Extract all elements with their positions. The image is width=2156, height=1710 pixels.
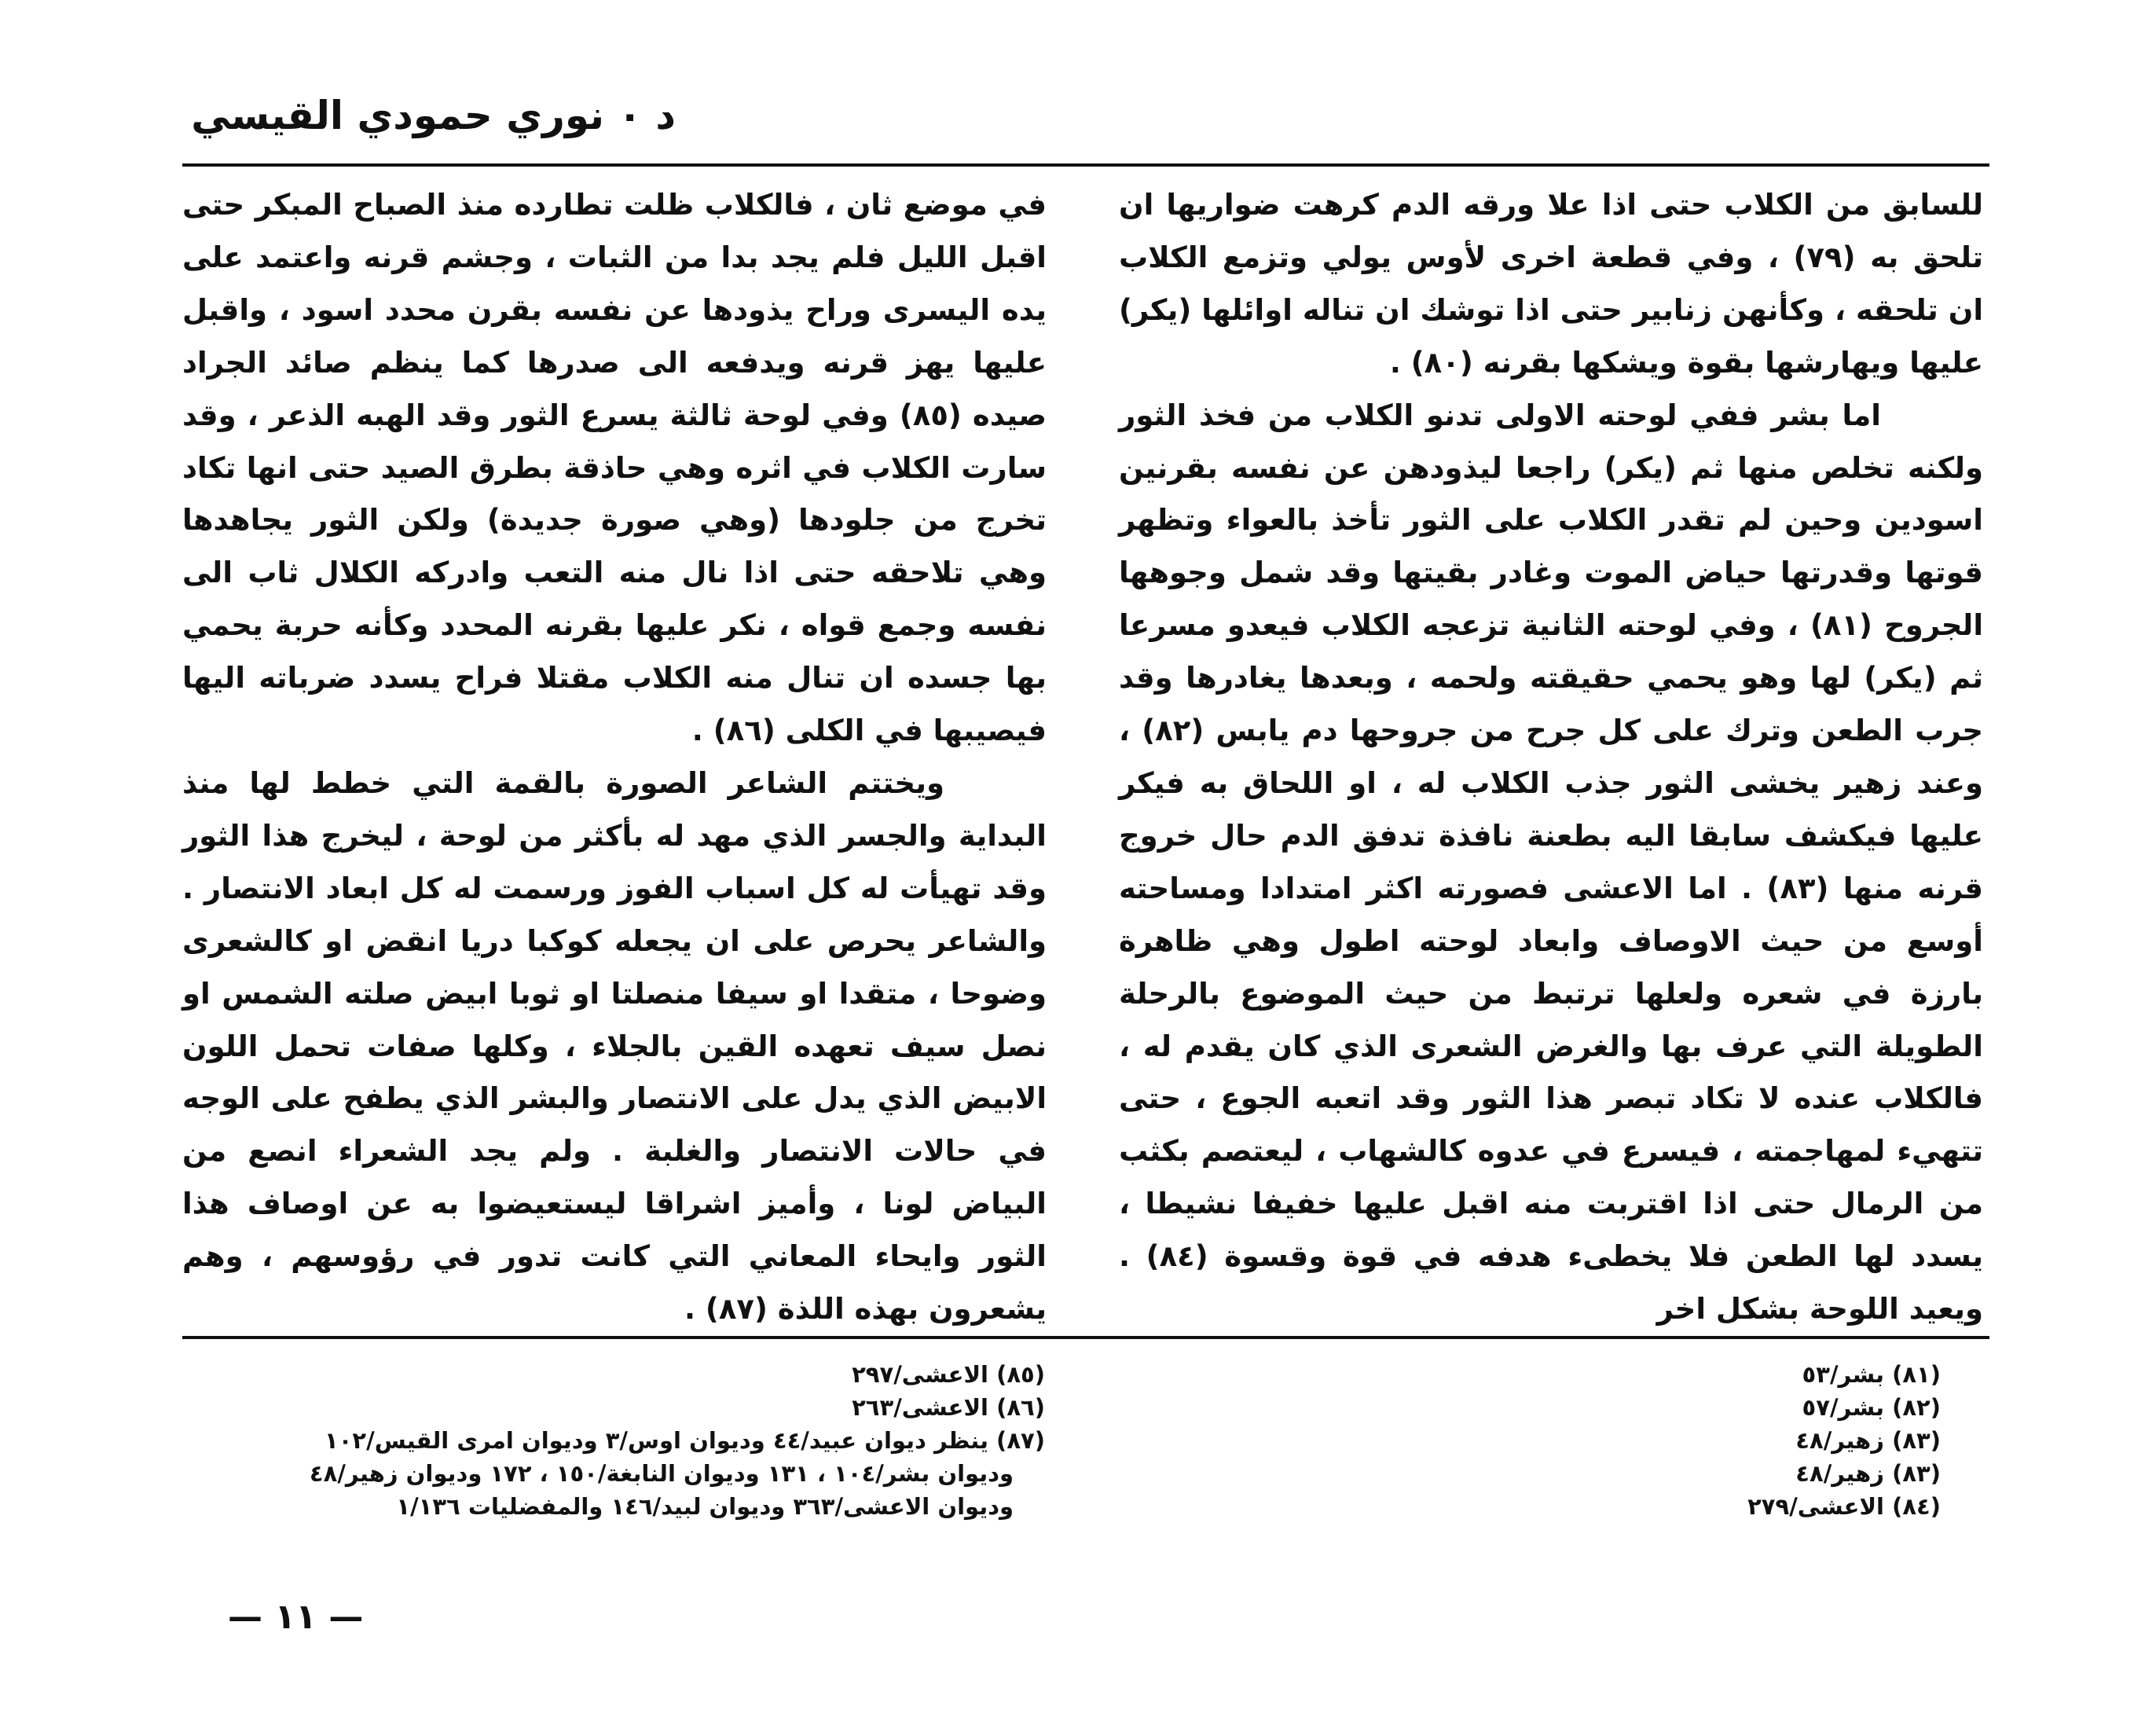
footnote-continuation: وديوان بشر/١٠٤ ، ١٣١ وديوان النابغة/١٥٠ ، ١٧٢ وديوان زهير/٤٨	[309, 1460, 1014, 1487]
page-number: — ١١ —	[228, 1597, 364, 1637]
paragraph: اما بشر ففي لوحته الاولى تدنو الكلاب من فخذ الثور ولكنه تخلص منها ثم (يكر) راجعا ليذودهن عن نفسه بقرنين اسودين وحين لم تقدر الكلاب على الثور تأخذ بالعواء وتظهر قوتها وقدرتها حياض الموت وغادر بقيتها وقد شمل وجوهها الجروح (٨١) ، وفي لوحته الثانية تزعجه الكلاب فيعدو مسرعا ثم (يكر) لها وهو يحمي حقيقته ولحمه ، وبعدها يغادرها وقد جرب الطعن وترك على كل جرح من جروحها دم يابس (٨٢) ، وعند زهير يخشى الثور جذب الكلاب له ، او اللحاق به فيكر عليها فيكشف سابقا اليه بطعنة نافذة تدفق الدم حال خروج قرنه منها (٨٣) . اما الاعشى فصورته اكثر امتدادا ومساحته أوسع من حيث الاوصاف وابعاد لوحته اطول وهي ظاهرة بارزة في شعره ولعلها ترتبط من حيث الموضوع بالرحلة الطويلة التي عرف بها والغرض الشعرى الذي كان يقدم له ، فالكلاب عنده لا تكاد تبصر هذا الثور وقد اتعبه الجوع ، حتى تتهيء لمهاجمته ، فيسرع في عدوه كالشهاب ، ليعتصم بكثب من الرمال حتى اذا اقتربت منه اقبل عليها خفيفا نشيطا ، يسدد لها الطعن فلا يخطىء هدفه في قوة وقسوة (٨٤) . ويعيد اللوحة بشكل اخر	[1119, 398, 1983, 1327]
footnote: (٨٥) الاعشى/٢٩٧	[852, 1361, 1045, 1388]
left-text-column	[182, 179, 1047, 1336]
footnote: (٨٣) زهير/٤٨	[1795, 1427, 1941, 1454]
footnote-continuation: وديوان الاعشى/٣٦٣ وديوان لبيد/١٤٦ والمفضليات ١/١٣٦	[396, 1493, 1014, 1520]
footnote: (٨٣) زهير/٤٨	[1795, 1460, 1941, 1487]
footnotes-left	[182, 1358, 1045, 1523]
footnote: (٨١) بشر/٥٣	[1802, 1361, 1941, 1388]
footnote-divider	[182, 1336, 1989, 1339]
right-text-column	[1119, 179, 1983, 1336]
paragraph: ويختتم الشاعر الصورة بالقمة التي خطط لها منذ البداية والجسر الذي مهد له بأكثر من لوحة ، ليخرج هذا الثور وقد تهيأت له كل اسباب الفوز ورسمت له كل ابعاد الانتصار . والشاعر يحرص على ان يجعله كوكبا دريا انقض او كالشعرى وضوحا ، متقدا او سيفا منصلتا او ثوبا ابيض صلته الشمس او نصل سيف تعهده القين بالجلاء ، وكلها صفات تحمل اللون الابيض الذي يدل على الانتصار والبشر الذي يطفح على الوجه في حالات الانتصار والغلبة . ولم يجد الشعراء انصع من البياض لونا ، وأميز اشراقا ليستعيضوا به عن اوصاف هذا الثور وايحاء المعاني التي كانت تدور في رؤوسهم ، وهم يشعرون بهذه اللذة (٨٧) .	[182, 765, 1047, 1327]
footnote: (٨٦) الاعشى/٢٦٣	[852, 1394, 1045, 1421]
footnote: (٨٤) الاعشى/٢٧٩	[1747, 1493, 1941, 1520]
footnote: (٨٧) ينظر ديوان عبيد/٤٤ وديوان اوس/٣ وديوان امرى القيس/١٠٢	[324, 1427, 1045, 1454]
page-header-author: د ٠ نوري حمودي القيسي	[191, 93, 676, 138]
header-divider	[182, 163, 1989, 167]
paragraph: للسابق من الكلاب حتى اذا علا ورقه الدم كرهت ضواريها ان تلحق به (٧٩) ، وفي قطعة اخرى لأوس يولي وتزمع الكلاب ان تلحقه ، وكأنهن زنابير حتى اذا توشك ان تناله اوائلها (يكر) عليها ويهارشها بقوة ويشكها بقرنه (٨٠) .	[1119, 188, 1983, 380]
paragraph: في موضع ثان ، فالكلاب ظلت تطارده منذ الصباح المبكر حتى اقبل الليل فلم يجد بدا من الثبات ، وجشم قرنه واعتمد على يده اليسرى وراح يذودها عن نفسه بقرن محدد اسود ، واقبل عليها يهز قرنه ويدفعه الى صدرها كما ينظم صائد الجراد صيده (٨٥) وفي لوحة ثالثة يسرع الثور وقد الهبه الذعر ، وقد سارت الكلاب في اثره وهي حاذقة بطرق الصيد حتى انها تكاد تخرج من جلودها (وهي صورة جديدة) ولكن الثور يجاهدها وهي تلاحقه حتى اذا نال منه التعب وادركه الكلال ثاب الى نفسه وجمع قواه ، نكر عليها بقرنه المحدد وكأنه حربة يحمي بها جسده ان تنال منه الكلاب مقتلا فراح يسدد ضرباته اليها فيصيبها في الكلى (٨٦) .	[182, 188, 1047, 748]
footnotes-right	[1493, 1358, 1941, 1523]
footnote: (٨٢) بشر/٥٧	[1802, 1394, 1941, 1421]
